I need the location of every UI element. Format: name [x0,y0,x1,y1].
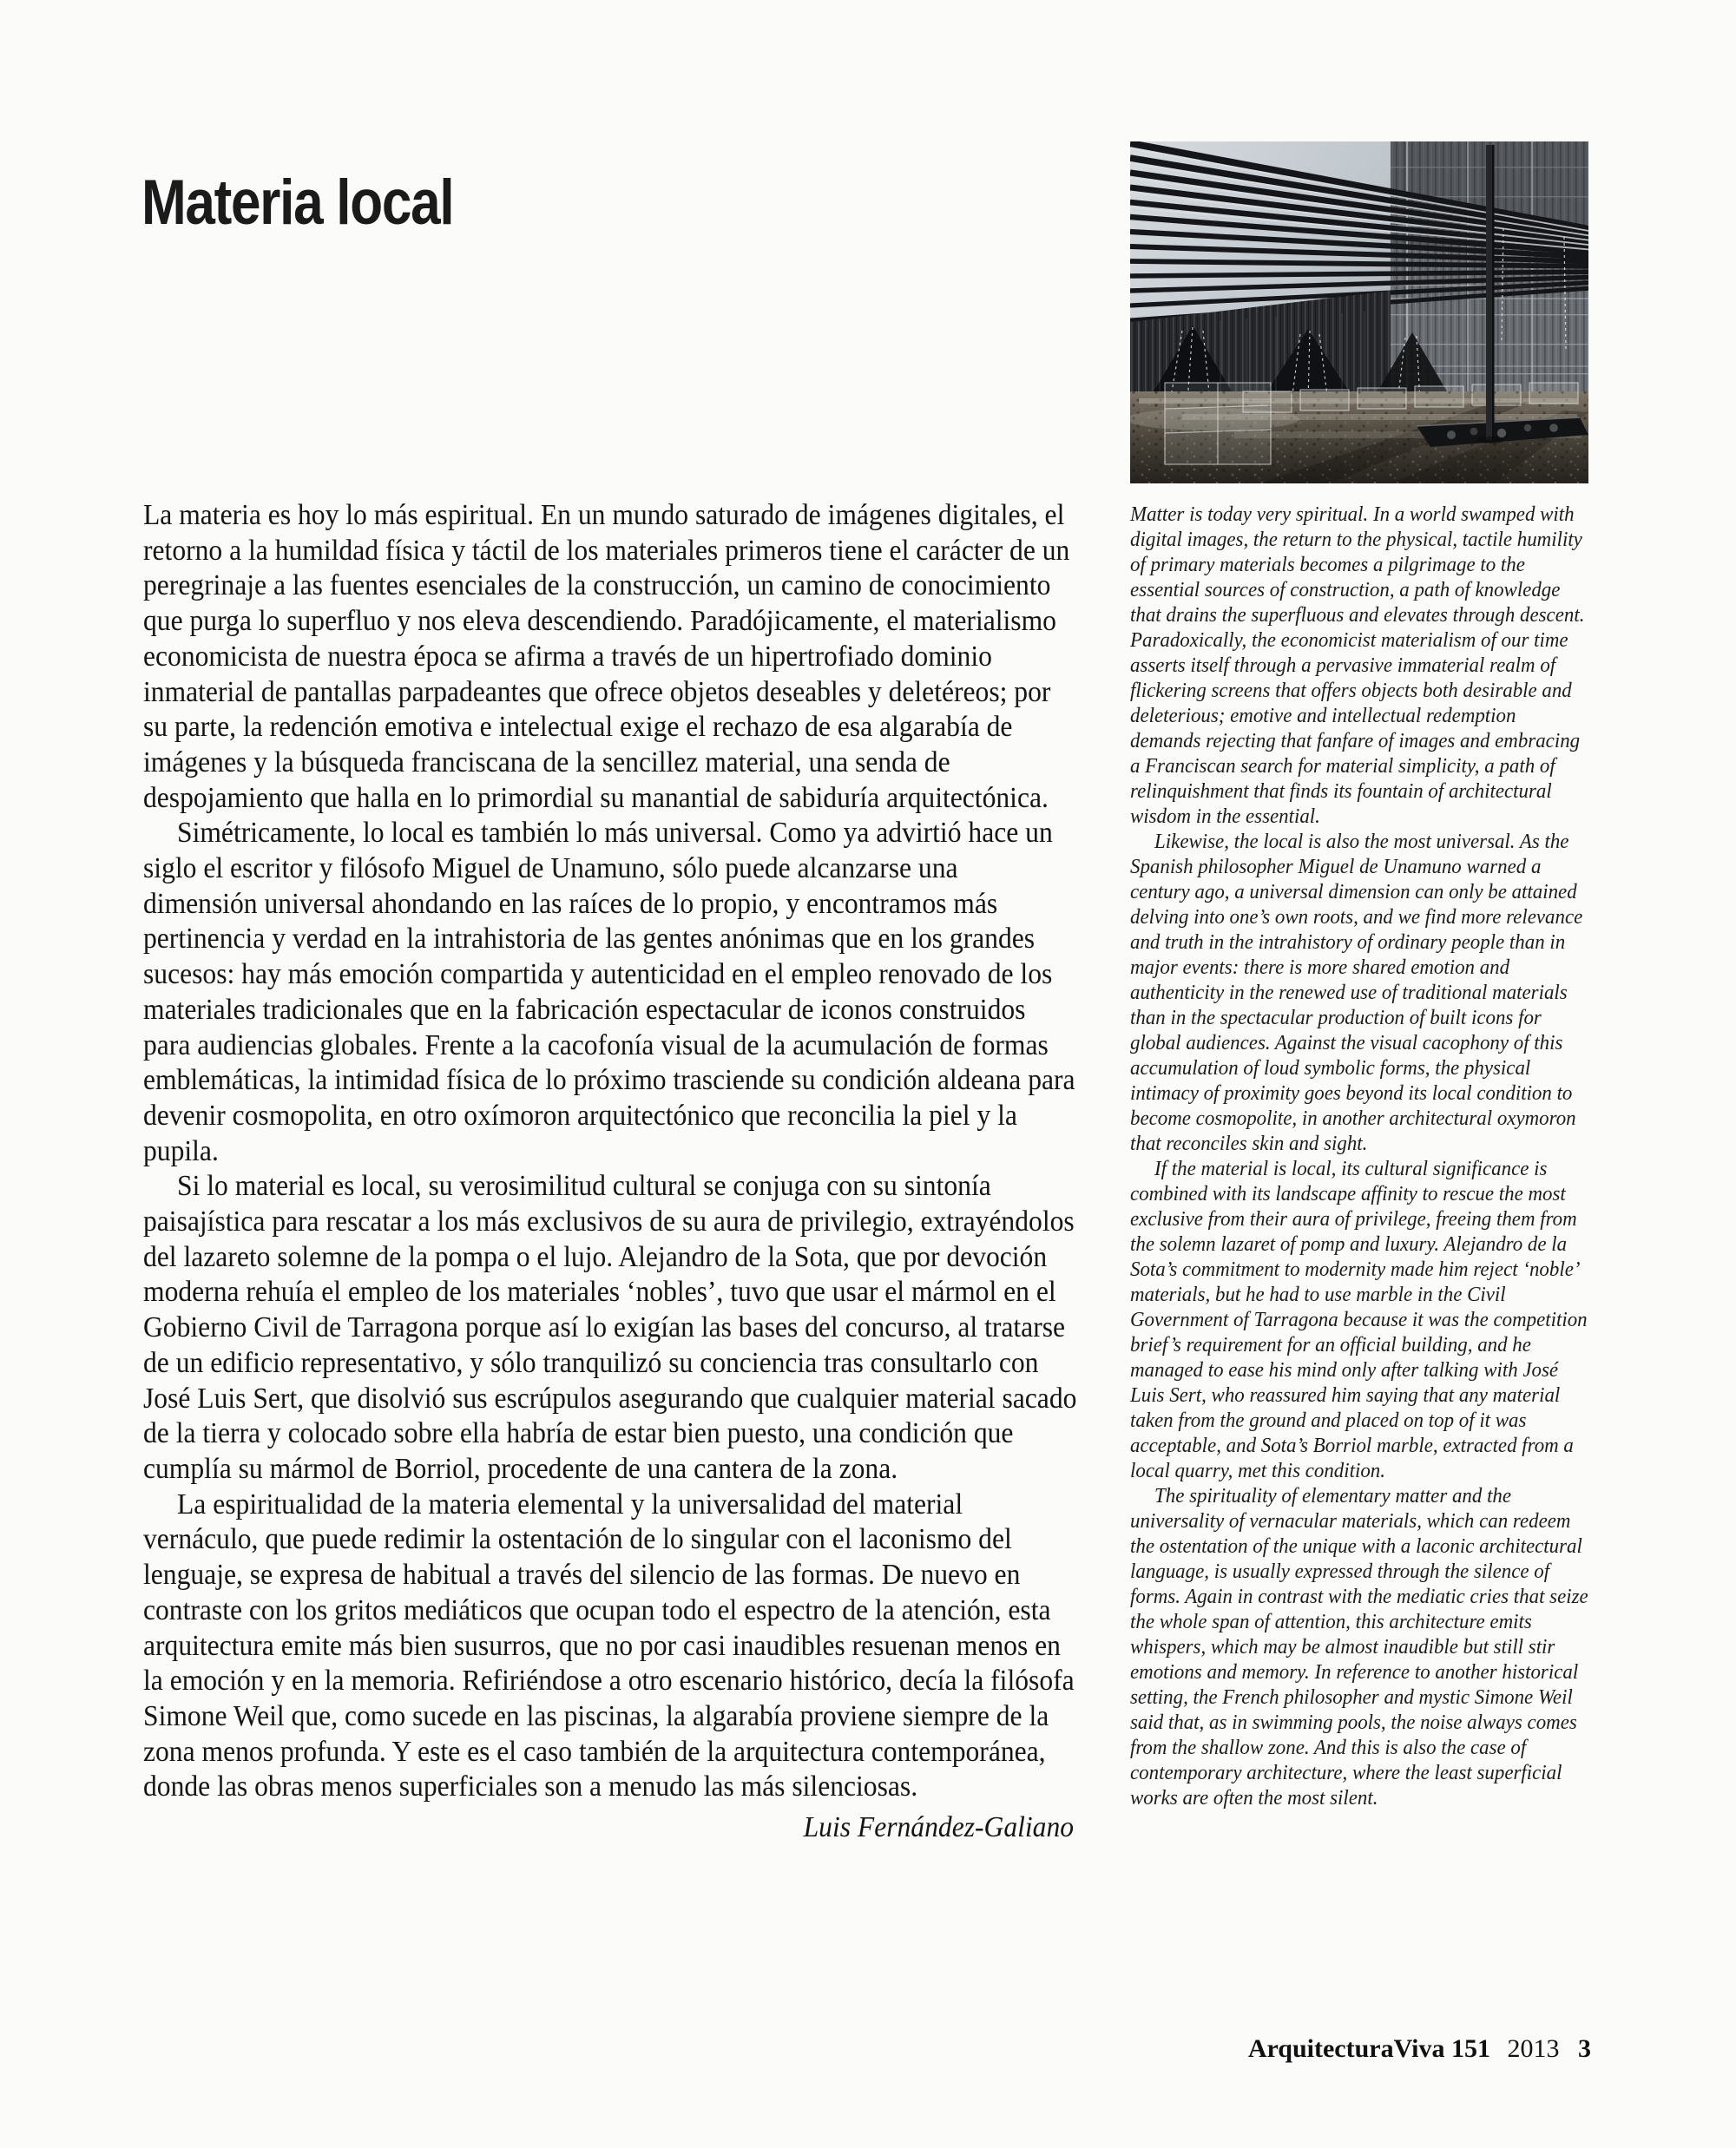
author-signature: Luis Fernández-Galiano [803,1811,1075,1844]
spanish-column [143,498,1079,1846]
spanish-paragraph: La materia es hoy lo más espiritual. En un mundo saturado de imágenes digitales, el retorno a la humildad física y táctil de los materiales primeros tiene el carácter de un peregrinaje a las fuentes esenciales de la construcción, un camino de conocimiento que purga lo superfluo y nos eleva descendiendo. Paradójicamente, el materialismo economicista de nuestra época se afirma a través de un hipertrofiado dominio inmaterial de pantallas parpadeantes que ofrece objetos deseables y deletéreos; por su parte, la redención emotiva e intelectual exige el rechazo de esa algarabía de imágenes y la búsqueda franciscana de la sencillez material, una senda de despojamiento que halla en lo primordial su manantial de sabiduría arquitectónica. [143,499,1070,814]
footer-year: 2013 [1507,2034,1560,2063]
english-paragraph: Likewise, the local is also the most universal. As the Spanish philosopher Miguel de Unamuno warned a century ago, a universal dimension can only be attained delving into one’s own roots, and we find more relevance and truth in the intrahistory of ordinary people than in major events: there is more shared emotion and authenticity in the renewed use of traditional materials than in the spectacular production of built icons for global audiences. Against the visual cacophony of this accumulation of loud symbolic forms, the physical intimacy of proximity goes beyond its local condition to become cosmopolite, in another architectural oxymoron that reconciles skin and sight. [1130,830,1583,1155]
article-photo [1130,141,1588,483]
english-paragraph: The spirituality of elementary matter and the universality of vernacular materials, which can redeem the ostentation of the unique with a laconic architectural language, is usually expressed through the silence of forms. Again in contrast with the mediatic cries that seize the whole span of attention, this architecture emits whispers, which may be almost inaudible but still stir emotions and memory. In reference to another historical setting, the French philosopher and mystic Simone Weil said that, as in swimming pools, the noise always comes from the shallow zone. And this is also the case of contemporary architecture, where the least superficial works are often the most silent. [1130,1484,1588,1810]
english-paragraph: If the material is local, its cultural significance is combined with its landscape affinity to rescue the most exclusive from their aura of privilege, freeing them from the solemn lazaret of pomp and luxury. Alejandro de la Sota’s commitment to modernity made him reject ‘noble’ materials, but he had to use marble in the Civil Government of Tarragona because it was the competition brief’s requirement for an official building, and he managed to ease his mind only after talking with José Luis Sert, who reassured him saying that any material taken from the ground and placed on top of it was acceptable, and Sota’s Borriol marble, extracted from a local quarry, met this condition. [1130,1157,1588,1482]
spanish-paragraph: La espiritualidad de la materia elemental y la universalidad del material vernáculo, que puede redimir la ostentación de lo singular con el laconismo del lenguaje, se expresa de habitual a través del silencio de las formas. De nuevo en contraste con los gritos mediáticos que ocupan todo el espectro de la atención, esta arquitectura emite más bien susurros, que no por casi inaudibles resuenan menos en la emoción y en la memoria. Refiriéndose a otro escenario histórico, decía la filósofa Simone Weil que, como sucede en las piscinas, la algarabía proviene siempre de la zona menos profunda. Y este es el caso también de la arquitectura contemporánea, donde las obras menos superficiales son a menudo las más silenciosas. [143,1488,1075,1803]
greenhouse-photo-illustration [1130,141,1588,483]
english-paragraph: Matter is today very spiritual. In a world swamped with digital images, the return to the physical, tactile humility of primary materials becomes a pilgrimage to the essential sources of construction, a path of knowledge that drains the superfluous and elevates through descent. Paradoxically, the economicist materialism of our time asserts itself through a pervasive immaterial realm of flickering screens that offers objects both desirable and deleterious; emotive and intellectual redemption demands rejecting that fanfare of images and embracing a Franciscan search for material simplicity, a path of relinquishment that finds its fountain of architectural wisdom in the essential. [1130,503,1585,828]
magazine-issue: ArquitecturaViva 151 [1247,2034,1490,2063]
spanish-paragraph: Simétricamente, lo local es también lo más universal. Como ya advirtió hace un siglo el escritor y filósofo Miguel de Unamuno, sólo puede alcanzarse una dimensión universal ahondando en las raíces de lo propio, y encontramos más pertinencia y verdad en la intrahistoria de las gentes anónimas que en los grandes sucesos: hay más emoción compartida y autenticidad en el empleo renovado de los materiales tradicionales que en la fabricación espectacular de iconos construidos para audiencias globales. Frente a la cacofonía visual de la acumulación de formas emblemáticas, la intimidad física de lo próximo trasciende su condición aldeana para devenir cosmopolita, en otro oxímoron arquitectónico que reconcilia la piel y la pupila. [143,817,1075,1167]
page-footer [1248,2034,1591,2064]
english-column [1130,502,1588,1810]
page-number: 3 [1578,2034,1591,2063]
page-title: Materia local [141,167,454,238]
spanish-paragraph: Si lo material es local, su verosimilitud cultural se conjuga con su sintonía paisajística para rescatar a los más exclusivos de su aura de privilegio, extrayéndolos del lazareto solemne de la pompa o el lujo. Alejandro de la Sota, que por devoción moderna rehuía el empleo de los materiales ‘nobles’, tuvo que usar el mármol en el Gobierno Civil de Tarragona porque así lo exigían las bases del concurso, al tratarse de un edificio representativo, y sólo tranquilizó su conciencia tras consultarlo con José Luis Sert, que disolvió sus escrúpulos asegurando que cualquier material sacado de la tierra y colocado sobre ella habría de estar bien puesto, una condición que cumplía su mármol de Borriol, procedente de una cantera de la zona. [143,1170,1077,1485]
